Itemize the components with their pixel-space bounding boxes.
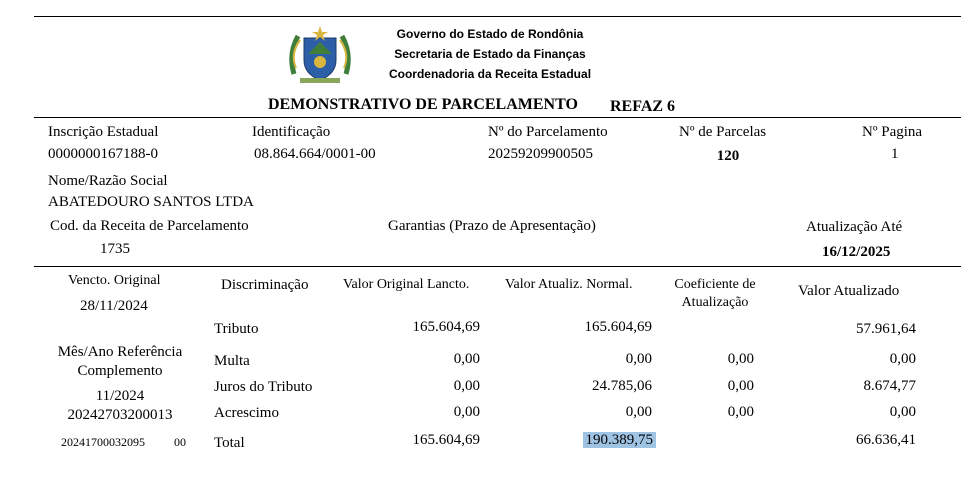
atualizacao-label: Atualização Até xyxy=(806,219,903,235)
nome-value: ABATEDOURO SANTOS LTDA xyxy=(48,194,254,210)
row-multa-discriminacao: Multa xyxy=(214,353,250,369)
row-acrescimo-discriminacao: Acrescimo xyxy=(214,405,279,421)
row-juros-valor-atualiz: 24.785,06 xyxy=(592,378,652,394)
row-total-valor-atualizado: 66.636,41 xyxy=(856,432,916,448)
page-title: DEMONSTRATIVO DE PARCELAMENTO xyxy=(268,96,578,113)
col-valor-atualizado-header: Valor Atualizado xyxy=(798,283,900,299)
garantias-label: Garantias (Prazo de Apresentação) xyxy=(388,218,596,234)
row-acrescimo-valor-atualizado: 0,00 xyxy=(889,404,916,420)
vencto-value: 28/11/2024 xyxy=(80,298,148,314)
header-line-secretaria: Secretaria de Estado da Finanças xyxy=(394,47,586,61)
row-acrescimo-valor-original: 0,00 xyxy=(453,404,480,420)
page-subtitle: REFAZ 6 xyxy=(610,98,676,115)
pagina-label: Nº Pagina xyxy=(862,124,923,140)
mes-ano-label-line2: Complemento xyxy=(77,363,163,379)
inscricao-value: 0000000167188-0 xyxy=(48,146,158,162)
row-tributo-valor-atualiz: 165.604,69 xyxy=(584,319,652,335)
row-juros-valor-original: 0,00 xyxy=(453,378,480,394)
row-multa-valor-atualizado: 0,00 xyxy=(889,351,916,367)
nome-label: Nome/Razão Social xyxy=(48,173,168,189)
row-multa-valor-atualiz: 0,00 xyxy=(625,351,652,367)
rondonia-coat-of-arms-icon xyxy=(286,24,354,86)
parcelamento-label: Nº do Parcelamento xyxy=(488,124,608,140)
row-total-valor-original: 165.604,69 xyxy=(412,432,480,448)
mes-ano-label-line1: Mês/Ano Referência xyxy=(57,344,183,360)
row-total-discriminacao: Total xyxy=(214,435,245,451)
extra-code: 20241700032095 xyxy=(61,435,145,449)
row-tributo-valor-atualizado: 57.961,64 xyxy=(856,321,916,337)
identificacao-label: Identificação xyxy=(252,124,331,140)
row-juros-discriminacao: Juros do Tributo xyxy=(214,379,313,395)
title-rule xyxy=(34,117,961,118)
row-total-valor-atualiz xyxy=(550,432,656,449)
pagina-value: 1 xyxy=(891,146,899,162)
col-valor-original-header: Valor Original Lancto. xyxy=(343,277,470,292)
col-discriminacao-header: Discriminação xyxy=(221,277,309,293)
extra-code-suffix: 00 xyxy=(174,435,186,449)
row-acrescimo-valor-atualiz: 0,00 xyxy=(625,404,652,420)
row-multa-valor-original: 0,00 xyxy=(453,351,480,367)
cod-receita-label: Cod. da Receita de Parcelamento xyxy=(50,218,249,234)
cod-receita-value: 1735 xyxy=(100,241,130,257)
col-coeficiente-header-line1: Coeficiente de xyxy=(674,277,756,292)
header-line-coordenadoria: Coordenadoria da Receita Estadual xyxy=(388,67,592,81)
top-rule xyxy=(34,16,961,17)
row-tributo-valor-original: 165.604,69 xyxy=(412,319,480,335)
parcelamento-value: 20259209900505 xyxy=(488,146,593,162)
total-highlight: 190.389,75 xyxy=(583,432,657,448)
row-juros-coeficiente: 0,00 xyxy=(727,378,754,394)
mes-ano-value: 11/2024 xyxy=(95,388,145,404)
row-acrescimo-coeficiente: 0,00 xyxy=(727,404,754,420)
atualizacao-value: 16/12/2025 xyxy=(822,244,891,260)
col-valor-atualiz-header: Valor Atualiz. Normal. xyxy=(505,277,633,292)
row-multa-coeficiente: 0,00 xyxy=(727,351,754,367)
vencto-label: Vencto. Original xyxy=(68,273,161,288)
inscricao-label: Inscrição Estadual xyxy=(48,124,159,140)
row-tributo-discriminacao: Tributo xyxy=(214,321,259,337)
section-rule xyxy=(34,266,961,267)
col-coeficiente-header-line2: Atualização xyxy=(681,295,749,310)
header-line-government: Governo do Estado de Rondônia xyxy=(396,27,584,41)
complemento-value: 20242703200013 xyxy=(67,407,173,423)
row-juros-valor-atualizado: 8.674,77 xyxy=(863,378,916,394)
identificacao-value: 08.864.664/0001-00 xyxy=(254,146,376,162)
parcelas-label: Nº de Parcelas xyxy=(679,124,767,140)
parcelas-value: 120 xyxy=(716,148,740,164)
